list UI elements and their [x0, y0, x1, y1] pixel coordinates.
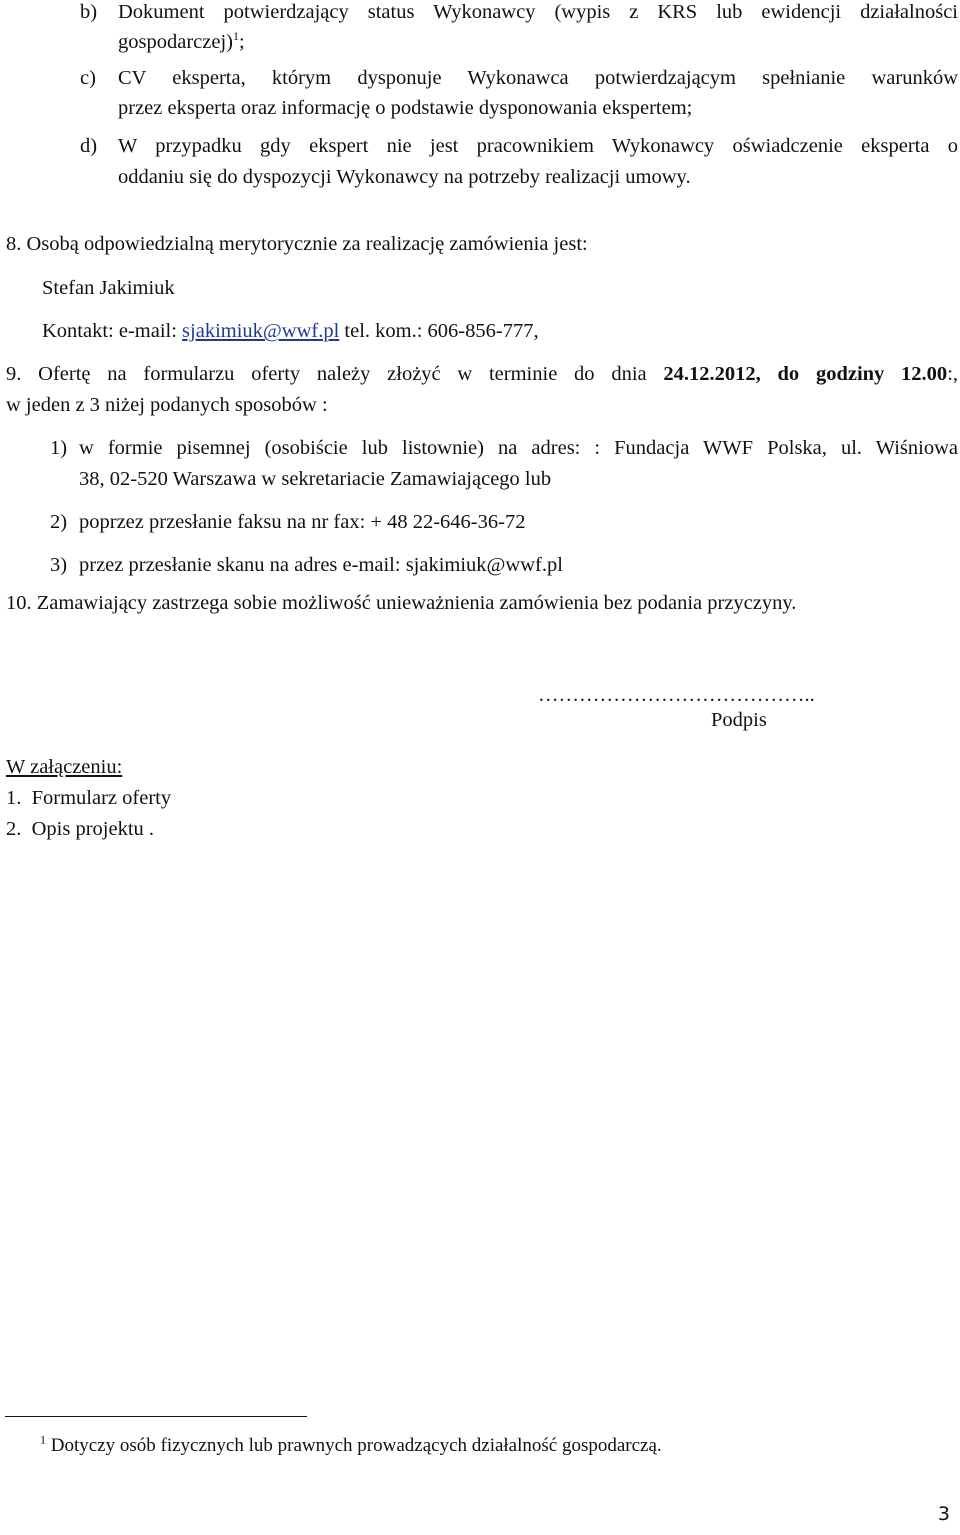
item-b-text: gospodarczej)	[118, 31, 233, 53]
footnote-text: Dotyczy osób fizycznych lub prawnych prowadzących działalność gospodarczą.	[46, 1435, 662, 1456]
section-8-text: 8. Osobą odpowiedzialną merytorycznie za realizację zamówienia jest:	[6, 233, 588, 255]
item-d-line1: W przypadku gdy ekspert nie jest pracownikiem Wykonawcy oświadczenie eksperta o	[118, 135, 958, 157]
item-b-end: ;	[238, 31, 245, 53]
responsible-person: Stefan Jakimiuk	[42, 277, 175, 299]
contact-line	[42, 319, 539, 344]
page-number: 3	[937, 1503, 950, 1525]
item-c-line2: przez eksperta oraz informację o podstawie dysponowania ekspertem;	[118, 97, 693, 119]
item-d-line2: oddaniu się do dyspozycji Wykonawcy na potrzeby realizacji umowy.	[118, 166, 691, 188]
section-9-line2: w jeden z 3 niżej podanych sposobów :	[6, 394, 328, 416]
deadline-date: 24.12.2012, do godziny 12.00	[663, 363, 948, 385]
contact-prefix: Kontakt: e-mail:	[42, 320, 183, 342]
footnote-separator	[5, 1416, 307, 1417]
section-9-line1	[6, 362, 958, 387]
list-label-c: c)	[80, 67, 96, 89]
item-b-line2	[118, 30, 245, 55]
email-link[interactable]: sjakimiuk@wwf.pl	[182, 320, 340, 342]
method-label-2: 2)	[50, 511, 68, 533]
signature-dots: …………………………………..	[538, 684, 815, 706]
method-3-text: przez przesłanie skanu na adres e-mail: sjakimiuk@wwf.pl	[79, 554, 563, 576]
section-9-prefix: 9. Ofertę na formularzu oferty należy złożyć w terminie do dnia	[6, 363, 664, 385]
item-b-line1: Dokument potwierdzający status Wykonawcy (wypis z KRS lub ewidencji działalności	[118, 1, 958, 23]
item-c-line1: CV eksperta, którym dysponuje Wykonawca potwierdzającym spełnianie warunków	[118, 67, 958, 89]
attachment-item-1: 1. Formularz oferty	[6, 787, 172, 809]
section-9-suffix: :,	[947, 363, 959, 385]
list-label-b: b)	[80, 1, 98, 23]
attachments-heading: W załączeniu:	[6, 756, 123, 778]
method-1-line1: w formie pisemnej (osobiście lub listownie) na adres: : Fundacja WWF Polska, ul. Wiśniowa	[79, 437, 958, 459]
footnote-ref: 1	[232, 29, 239, 44]
footnote-mark: 1	[40, 1432, 46, 1447]
contact-suffix: tel. kom.: 606-856-777,	[339, 320, 539, 342]
method-label-3: 3)	[50, 554, 68, 576]
method-1-line2: 38, 02-520 Warszawa w sekretariacie Zamawiającego lub	[79, 468, 552, 490]
list-label-d: d)	[80, 135, 98, 157]
method-2-text: poprzez przesłanie faksu na nr fax: + 48 22-646-36-72	[79, 511, 526, 533]
attachment-item-2: 2. Opis projektu .	[6, 818, 155, 840]
section-10-text: 10. Zamawiający zastrzega sobie możliwość unieważnienia zamówienia bez podania przyczyny.	[6, 592, 797, 614]
footnote	[40, 1432, 662, 1458]
method-label-1: 1)	[50, 437, 68, 459]
signature-label: Podpis	[711, 709, 767, 731]
